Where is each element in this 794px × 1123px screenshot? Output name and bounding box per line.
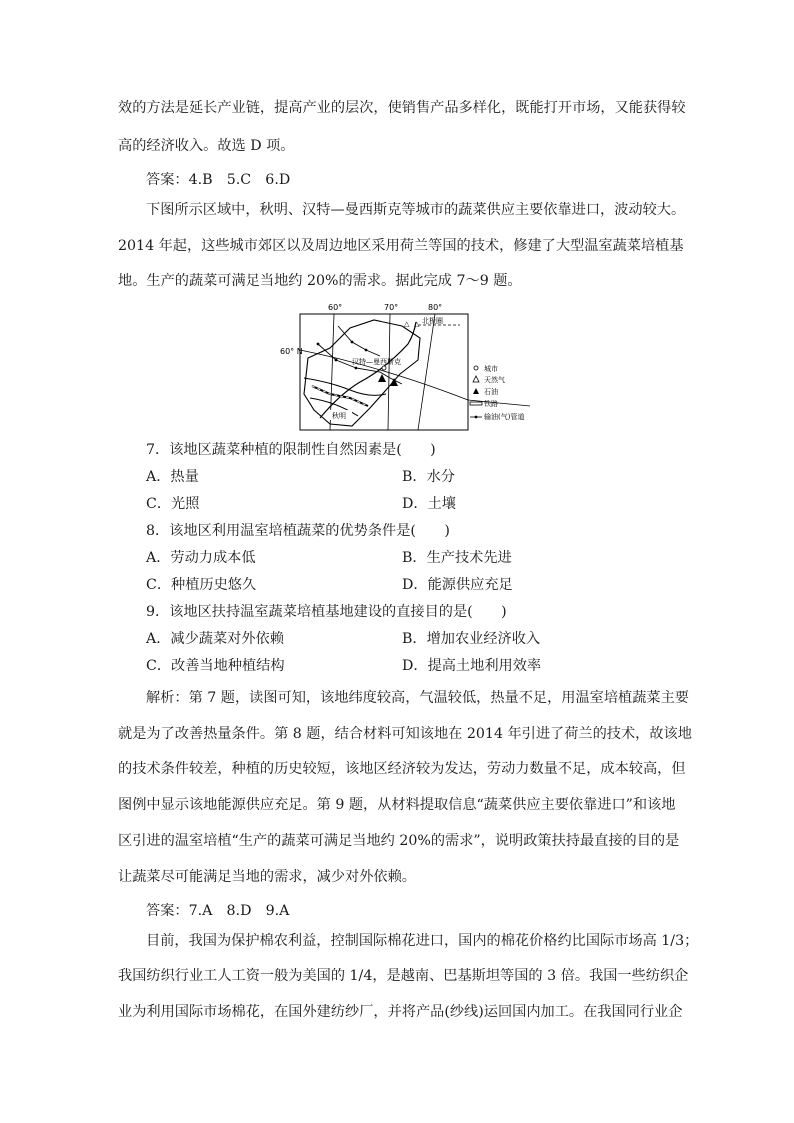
question-9-option-b: B．增加农业经济收入 xyxy=(402,631,541,647)
analysis-line: 区引进的温室培植“生产的蔬菜可满足当地约 20%的需求”，说明政策扶持最直接的目的是 xyxy=(118,833,680,849)
answer-line: 答案：4.B 5.C 6.D xyxy=(146,172,291,188)
question-7-option-b: B．水分 xyxy=(402,469,455,485)
gas-symbol: △ xyxy=(404,320,410,328)
question-8-stem: 8．该地区利用温室培植蔬菜的优势条件是( ) xyxy=(146,523,450,539)
paragraph-line: 2014 年起，这些城市郊区以及周边地区采用荷兰等国的技术，修建了大型温室蔬菜培植基 xyxy=(118,238,684,254)
analysis-line: 图例中显示该地能源供应充足。第 9 题，从材料提取信息“蔬菜供应主要依靠进口”和该地 xyxy=(118,797,676,813)
analysis-line: 解析：第 7 题，读图可知，该地纬度较高，气温较低，热量不足，用温室培植蔬菜主要 xyxy=(146,690,689,706)
question-8-option-b: B．生产技术先进 xyxy=(402,550,512,566)
legend-pipeline: 输油(气)管道 xyxy=(484,413,525,421)
paragraph-line: 我国纺织行业工人工资一般为美国的 1/4，是越南、巴基斯坦等国的 3 倍。我国一些纺织企 xyxy=(118,968,689,984)
analysis-line: 就是为了改善热量条件。第 8 题，结合材料可知该地在 2014 年引进了荷兰的技术，故该地 xyxy=(118,726,692,742)
paragraph-line: 效的方法是延长产业链，提高产业的层次，使销售产品多样化，既能打开市场，又能获得较 xyxy=(118,100,686,116)
paragraph-line: 高的经济收入。故选 D 项。 xyxy=(118,138,295,154)
region-map xyxy=(280,298,550,434)
paragraph-line: 地。生产的蔬菜可满足当地约 20%的需求。据此完成 7～9 题。 xyxy=(118,273,522,289)
analysis-line: 让蔬菜尽可能满足当地的需求，减少对外依赖。 xyxy=(118,869,416,885)
paragraph-line: 目前，我国为保护棉农利益，控制国际棉花进口，国内的棉花价格约比国际市场高 1/3； xyxy=(146,933,699,949)
question-9-option-d: D．提高土地利用效率 xyxy=(402,658,542,674)
map-svg xyxy=(280,298,550,434)
legend-gas: 天然气 xyxy=(484,376,505,384)
analysis-line: 的技术条件较差，种植的历史较短，该地区经济较为发达，劳动力数量不足，成本较高，但 xyxy=(118,761,686,777)
question-7-stem: 7．该地区蔬菜种植的限制性自然因素是( ) xyxy=(146,442,436,458)
answer-line: 答案：7.A 8.D 9.A xyxy=(146,903,290,919)
city-hanty-mansiysk: 汉特—曼西斯克 xyxy=(352,358,401,366)
city-tyumen: 秋明 xyxy=(332,412,346,420)
question-7-option-c: C．光照 xyxy=(146,496,200,512)
question-8-option-d: D．能源供应充足 xyxy=(402,577,513,593)
legend-railway: 铁路 xyxy=(484,400,498,408)
lon-label-80: 80° xyxy=(428,303,443,312)
question-7-option-d: D．土壤 xyxy=(402,496,456,512)
question-8-option-c: C．种植历史悠久 xyxy=(146,577,257,593)
paragraph-line: 下图所示区域中，秋明、汉特—曼西斯克等城市的蔬菜供应主要依靠进口，波动较大。 xyxy=(146,202,686,218)
question-7-option-a: A．热量 xyxy=(146,469,199,485)
lat-label-60n: 60° N xyxy=(280,347,303,356)
gas-symbol: △ xyxy=(414,320,420,328)
legend-city: 城市 xyxy=(484,365,498,373)
question-8-option-a: A．劳动力成本低 xyxy=(146,550,256,566)
question-9-stem: 9．该地区扶持温室蔬菜培植基地建设的直接目的是( ) xyxy=(146,604,507,620)
question-9-option-c: C．改善当地种植结构 xyxy=(146,658,285,674)
legend-oil: 石油 xyxy=(484,388,498,396)
arctic-circle-label: 北极圈 xyxy=(422,317,443,325)
paragraph-line: 业为利用国际市场棉花，在国外建纺纱厂，并将产品(纱线)运回国内加工。在我国同行业企 xyxy=(118,1004,683,1020)
question-9-option-a: A．减少蔬菜对外依赖 xyxy=(146,631,284,647)
lon-label-70: 70° xyxy=(384,303,399,312)
lon-label-60: 60° xyxy=(328,303,343,312)
